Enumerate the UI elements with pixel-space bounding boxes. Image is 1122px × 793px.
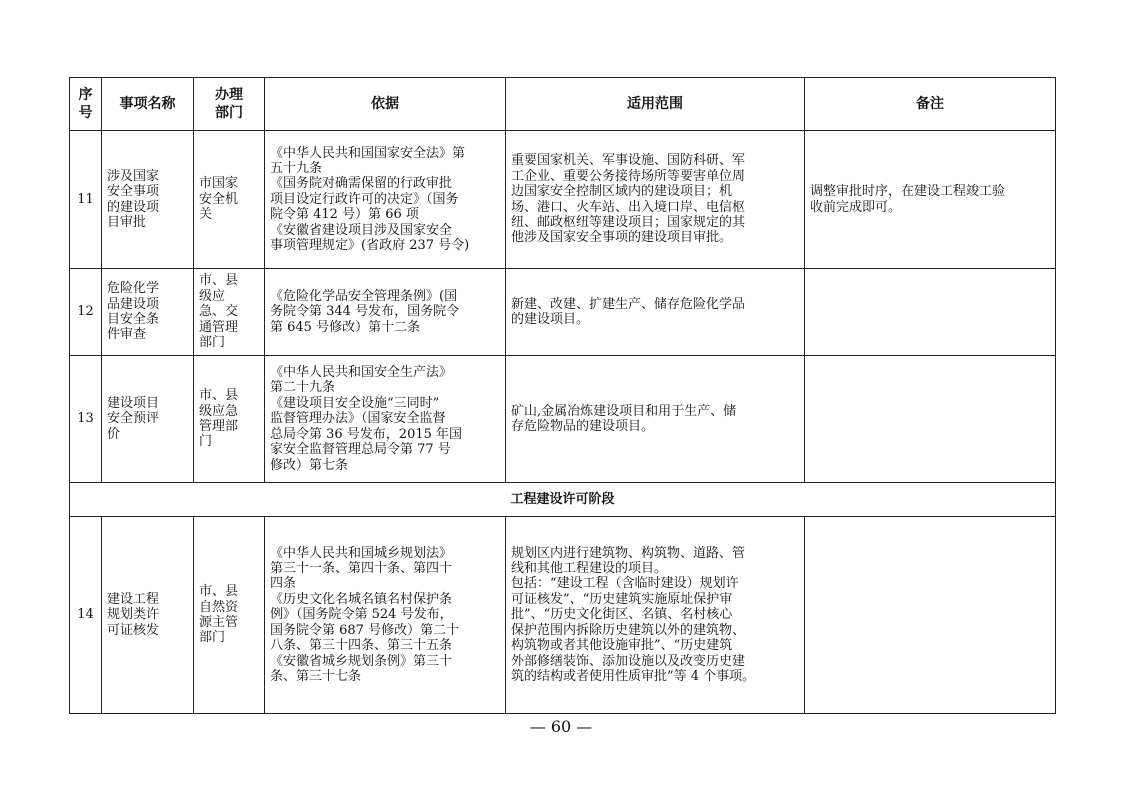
item-name-line: 建设项目 [107, 395, 160, 411]
item-basis-line: 八条、第三十四条、第三十五条 [270, 638, 453, 654]
item-basis-line: 《中华人民共和国安全生产法》 [270, 365, 453, 381]
item-scope [506, 517, 805, 714]
header-dept: 办理 部门 [194, 78, 265, 131]
item-dept-line: 市、县 [199, 273, 239, 289]
header-seq: 序 号 [70, 78, 102, 131]
table-row [70, 517, 1056, 714]
item-dept [194, 269, 265, 356]
item-basis-line: 第 645 号修改）第十二条 [270, 319, 421, 335]
item-basis-line: 项目设定行政许可的决定》（国务 [270, 191, 459, 207]
approval-items-table [69, 77, 1056, 714]
item-name-line: 涉及国家 [107, 168, 160, 184]
item-basis [265, 356, 506, 483]
item-dept-line: 级应 [199, 288, 226, 304]
item-scope [506, 269, 805, 356]
item-scope-line: 的建设项目。 [511, 312, 590, 327]
item-name-line: 安全事项 [107, 184, 160, 200]
item-scope-line: 构筑物或者其他设施审批”、“历史建筑 [511, 638, 733, 654]
page-number: — 60 — [529, 717, 593, 736]
item-name-line: 危险化学 [107, 281, 160, 297]
item-dept-line: 源主管 [199, 615, 239, 630]
item-remark-line: 调整审批时序，在建设工程竣工验 [810, 184, 1006, 200]
item-dept [194, 356, 265, 483]
item-scope-line: 批”、“历史文化街区、名镇、名村核心 [511, 607, 733, 623]
item-basis-line: 《安徽省建设项目涉及国家安全 [270, 222, 453, 238]
item-basis-line: 院令第 412 号）第 66 项 [270, 207, 419, 223]
item-basis-line: 第三十一条、第四十条、第四十 [270, 561, 453, 577]
item-name [102, 269, 194, 356]
item-dept-line: 部门 [199, 630, 226, 646]
item-basis-line: 监督管理办法》（国家安全监督 [270, 411, 446, 427]
item-basis-line: 修改）第七条 [270, 457, 349, 473]
item-basis-line: 《国务院对确需保留的行政审批 [270, 176, 453, 192]
stage-row [70, 483, 1056, 517]
item-dept-line: 管理部 [199, 419, 239, 434]
header-scope: 适用范围 [506, 78, 805, 131]
item-name [102, 517, 194, 714]
item-name-line: 建设工程 [107, 591, 160, 607]
item-dept-line: 通管理 [199, 319, 239, 335]
item-remark [805, 269, 1056, 356]
item-scope-line: 包括：“建设工程（含临时建设）规划许 [511, 576, 739, 592]
item-scope-line: 场、港口、火车站、出入境口岸、电信枢 [511, 199, 746, 215]
item-basis-line: 总局令第 36 号发布，2015 年国 [270, 426, 463, 442]
item-scope-line: 保护范围内拆除历史建筑以外的建筑物、 [511, 622, 746, 638]
item-scope-line: 存危险物品的建设项目。 [511, 419, 655, 434]
item-name-line: 品建设项 [107, 296, 160, 312]
item-scope-line: 可证核发”、“历史建筑实施原址保护审 [511, 591, 733, 607]
item-scope-line: 线和其他工程建设的项目。 [511, 561, 668, 577]
item-basis-line: 家安全监督管理总局令第 77 号 [270, 442, 451, 458]
item-seq: 12 [70, 269, 102, 356]
item-name-line: 目审批 [107, 214, 147, 230]
item-basis-line: 《危险化学品安全管理条例》(国 [270, 288, 458, 304]
item-name-line: 可证核发 [107, 622, 160, 638]
item-scope-line: 重要国家机关、军事设施、国防科研、军 [511, 153, 746, 169]
item-basis-line: 条、第三十七条 [270, 668, 362, 684]
item-scope [506, 131, 805, 269]
item-dept-line: 关 [199, 207, 213, 223]
item-scope-line: 工企业、重要公务接待场所等要害单位周 [511, 168, 746, 184]
table-row [70, 356, 1056, 483]
item-seq: 13 [70, 356, 102, 483]
item-scope-line: 边国家安全控制区域内的建设项目；机 [511, 184, 733, 200]
item-scope-line: 新建、改建、扩建生产、储存危险化学品 [511, 296, 746, 312]
item-dept [194, 517, 265, 714]
header-remark: 备注 [805, 78, 1056, 131]
table-header-row [70, 78, 1056, 131]
item-name-line: 价 [107, 426, 121, 442]
item-seq: 14 [70, 517, 102, 714]
table-row [70, 131, 1056, 269]
item-basis [265, 131, 506, 269]
item-dept-line: 市、县 [199, 584, 239, 600]
item-basis [265, 517, 506, 714]
item-basis-line: 事项管理规定》(省政府 237 号令) [270, 238, 470, 254]
item-scope-line: 矿山,金属冶炼建设项目和用于生产、储 [511, 403, 737, 419]
item-name [102, 131, 194, 269]
item-basis-line: 第二十九条 [270, 380, 336, 396]
item-basis-line: 《中华人民共和国国家安全法》第 [270, 145, 466, 161]
item-remark [805, 131, 1056, 269]
item-remark [805, 517, 1056, 714]
item-name-line: 件审查 [107, 327, 147, 343]
item-remark [805, 356, 1056, 483]
item-name-line: 规划类许 [107, 607, 160, 623]
item-basis-line: 四条 [270, 576, 297, 592]
item-scope-line: 筑的结构或者使用性质审批”等 4 个事项。 [511, 668, 756, 684]
item-dept-line: 安全机 [199, 191, 239, 207]
item-basis-line: 《历史文化名城名镇名村保护条 [270, 591, 453, 607]
item-dept-line: 部门 [199, 335, 226, 351]
item-name-line: 安全预评 [107, 411, 160, 427]
header-basis: 依据 [265, 78, 506, 131]
item-dept-line: 市国家 [199, 176, 239, 192]
item-dept-line: 市、县 [199, 388, 239, 404]
item-scope-line: 规划区内进行建筑物、构筑物、道路、管 [511, 545, 746, 561]
item-scope [506, 356, 805, 483]
item-dept-line: 级应急 [199, 403, 239, 419]
item-seq: 11 [70, 131, 102, 269]
item-basis-line: 务院令第 344 号发布，国务院令 [270, 304, 460, 320]
item-basis-line: 《中华人民共和国城乡规划法》 [270, 545, 453, 561]
item-basis-line: 五十九条 [270, 160, 323, 176]
stage-title: 工程建设许可阶段 [70, 483, 1056, 517]
item-dept [194, 131, 265, 269]
item-scope-line: 他涉及国家安全事项的建设项目审批。 [511, 230, 733, 246]
item-dept-line: 门 [199, 434, 213, 450]
item-scope-line: 纽、邮政枢纽等建设项目；国家规定的其 [511, 214, 746, 230]
item-basis-line: 例》（国务院令第 524 号发布， [270, 607, 453, 623]
item-dept-line: 自然资 [199, 599, 239, 615]
item-dept-line: 急、交 [199, 304, 239, 320]
item-remark-line: 收前完成即可。 [810, 199, 902, 215]
item-basis-line: 《安徽省城乡规划条例》第三十 [270, 653, 453, 669]
item-name-line: 的建设项 [107, 199, 160, 215]
item-basis [265, 269, 506, 356]
item-scope-line: 外部修缮装饰、添加设施以及改变历史建 [511, 653, 746, 669]
item-name-line: 目安全条 [107, 312, 160, 327]
item-name [102, 356, 194, 483]
header-name: 事项名称 [102, 78, 194, 131]
table-row [70, 269, 1056, 356]
item-basis-line: 国务院令第 687 号修改）第二十 [270, 622, 460, 638]
item-basis-line: 《建设项目安全设施“三同时” [270, 395, 440, 411]
